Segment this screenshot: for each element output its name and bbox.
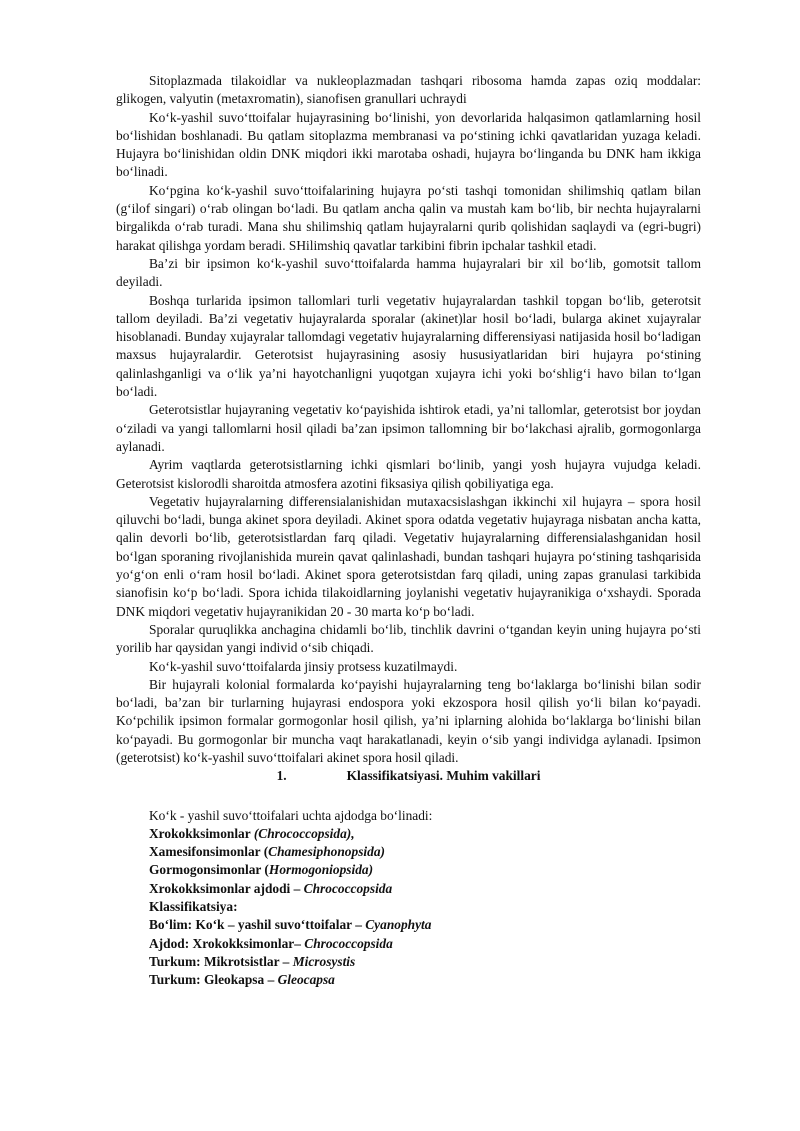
class-line-ajdod-3 [149, 861, 701, 879]
ajdod-title-name: Xrokokksimonlar ajdodi – [149, 880, 304, 896]
turkum-1-latin: Microsystis [292, 953, 356, 969]
class-line-ajdod [149, 935, 701, 953]
class-line-turkum-1 [149, 953, 701, 971]
classification-list [116, 807, 701, 990]
paragraph-sexual-process: Ko‘k-yashil suvo‘ttoifalarda jinsiy protsess kuzatilmaydi. [149, 658, 458, 674]
classification-heading: Klassifikatsiya: [149, 899, 238, 915]
class-line-turkum-2 [149, 971, 701, 989]
classification-intro: Ko‘k - yashil suvo‘ttoifalari uchta ajdodga bo‘linadi: [149, 807, 433, 823]
ajdod-2-name: Xamesifonsimonlar ( [149, 844, 269, 860]
class-line-ajdod-title [149, 880, 701, 898]
ajdod-1-name: Xrokokksimonlar [149, 825, 254, 841]
ajdod-3-latin: Hormogoniopsida) [268, 862, 374, 878]
document-page [116, 72, 701, 990]
section-heading [116, 767, 701, 785]
bolim-latin: Cyanophyta [365, 917, 432, 933]
ajdod-2-latin: Chamesiphonopsida) [268, 844, 385, 860]
ajdod-name: Ajdod: Xrokokksimonlar– [149, 935, 305, 951]
turkum-2-latin: Gleocapsa [277, 972, 335, 988]
paragraph-heterocyst-reproduction: Geterotsistlar hujayraning vegetativ ko‘payishida ishtirok etadi, ya’ni tallomlar, geterotsist bor joydan o‘ziladi va yangi tallomlarni hosil qiladi ba’zan ipsimon tallomning bir bo‘lakchasi ajralib, gormogonlarga aylanadi. [116, 402, 701, 454]
turkum-1-name: Turkum: Mikrotsistlar – [149, 953, 293, 969]
paragraph-spore-resistance: Sporalar quruqlikka anchagina chidamli bo‘lib, tinchlik davrini o‘tgandan keyin uning hujayra po‘sti yorilib har qaysidan yangi individ o‘sib chiqadi. [116, 621, 701, 656]
ajdod-latin: Chrococcopsida [304, 935, 393, 951]
paragraph-cell-division: Ko‘k-yashil suvo‘ttoifalar hujayrasining bo‘linishi, yon devorlarida halqasimon qatlamlarning hosil bo‘lishidan boshlanadi. Bu qatlam sitoplazma membranasi va po‘stining ichki qavatlaridan yuzaga keladi. Hujayra bo‘linishidan oldin DNK miqdori ikki marotaba oshadi, hujayra bo‘linganda bu DNK ham ikkiga bo‘linadi. [116, 109, 701, 180]
paragraph-heterocyst-thallus: Boshqa turlarida ipsimon tallomlari turli vegetativ hujayralardan tashkil topgan bo‘lib, geterotsit tallom deyiladi. Ba’zi vegetativ hujayralarda sporalar (akinet)lar hosil bo‘ladi, bularga akinet xujayralar hisoblanadi. Bunday xujayralar tallomdagi vegetativ hujayralarning differensiyasi natijasida hosil bo‘ladigan maxsus hujayralardir. Geterotsist hujayrasining asosiy hususiyatlaridan biri hujayra po‘stining qalinlashganligi va o‘lik ya’ni hayotchanligni yuqotgan xujayra ichi yoki bo‘shlig‘i havo bilan to‘lgan bo‘ladi. [116, 292, 701, 400]
section-number: 1. [276, 768, 287, 784]
class-line-bolim [149, 916, 701, 934]
ajdod-3-name: Gormogonsimonlar ( [149, 862, 269, 878]
paragraph-heterocyst-nitrogen: Ayrim vaqtlarda geterotsistlarning ichki qismlari bo‘linib, yangi yosh hujayra vujudga keladi. Geterotsist kislorodli sharoitda atmosfera azotini fiksasiya qilish qobiliyatiga ega. [116, 457, 701, 491]
bolim-name: Bo‘lim: Ko‘k – yashil suvo‘ttoifalar – [149, 917, 366, 933]
paragraph-cytoplasm: Sitoplazmada tilakoidlar va nukleoplazmadan tashqari ribosoma hamda zapas oziq moddalar: glikogen, valyutin (metaxromatin), sianofisen granullari uchraydi [116, 73, 701, 107]
turkum-2-name: Turkum: Gleokapsa – [149, 972, 278, 988]
class-line-ajdod-2 [149, 843, 701, 861]
ajdod-title-latin: Chrococcopsida [303, 880, 393, 896]
class-line-ajdod-1 [149, 825, 701, 843]
paragraph-reproduction: Bir hujayrali kolonial formalarda ko‘payishi hujayralarning teng bo‘laklarga bo‘linishi bilan sodir bo‘ladi, ba’zan bir turlarning hujayrasi endospora yoki ekzospora hosil qilish yo‘li bilan ko‘payadi. Ko‘pchilik ipsimon formalar gormogonlar hosil qilish, ya’ni iplarning alohida bo‘laklarga bo‘linishi bilan ko‘payadi. Bu gormogonlar bir muncha vaqt harakatlanadi, keyin o‘sib yangi individga aylanadi. Ipsimon (geterotsist) ko‘k-yashil suvo‘ttoifalari akinet spora hosil qiladi. [116, 676, 701, 765]
paragraph-akinete-spore: Vegetativ hujayralarning differensialanishidan mutaxacsislashgan ikkinchi xil hujayra – spora hosil qiluvchi bo‘ladi, bunga akinet spora deyiladi. Akinet spora odatda vegetativ hujayraga nisbatan ancha katta, qalin devorli bo‘lib, geterotsistlardan farq qiladi. Vegetativ hujayralarning differensialashganidan hosil bo‘lgan sporaning rivojlanishida murein qavat qalinlashadi, bundan tashqari hujayra po‘stining tashqarisida yo‘g‘on enli o‘ram hosil bo‘ladi. Akinet spora geterotsistdan farq qiladi, uning zapas granulasi tarkibida sianofisin ko‘p bo‘ladi. Spora ichida tilakoidlarning joylanishi vegetativ hujayranikiga o‘xshaydi. Sporada DNK miqdori vegetativ hujayranikidan 20 - 30 marta ko‘p bo‘ladi. [116, 493, 701, 619]
paragraph-mucilage-layer: Ko‘pgina ko‘k-yashil suvo‘ttoifalarining hujayra po‘sti tashqi tomonidan shilimshiq qatlam bilan (g‘ilof singari) o‘rab olingan bo‘ladi. Bu qatlam ancha qalin va mustah kam bo‘lib, bir nechta hujayralarni birgalikda o‘rab turadi. Mana shu shilimshiq qatlam hujayralarni qurib qolishidan saqlaydi va (egri-bugri) harakat qilishga yordam beradi. SHilimshiq qavatlar tarkibini fibrin ipchalar tashkil etadi. [116, 182, 701, 253]
spacer [116, 786, 701, 807]
section-title: Klassifikatsiyasi. Muhim vakillari [346, 768, 541, 784]
ajdod-1-latin: (Chrococcopsida), [253, 825, 355, 841]
paragraph-homocyst-thallus: Ba’zi bir ipsimon ko‘k-yashil suvo‘ttoifalarda hamma hujayralari bir xil bo‘lib, gomotsit tallom deyiladi. [116, 255, 701, 290]
